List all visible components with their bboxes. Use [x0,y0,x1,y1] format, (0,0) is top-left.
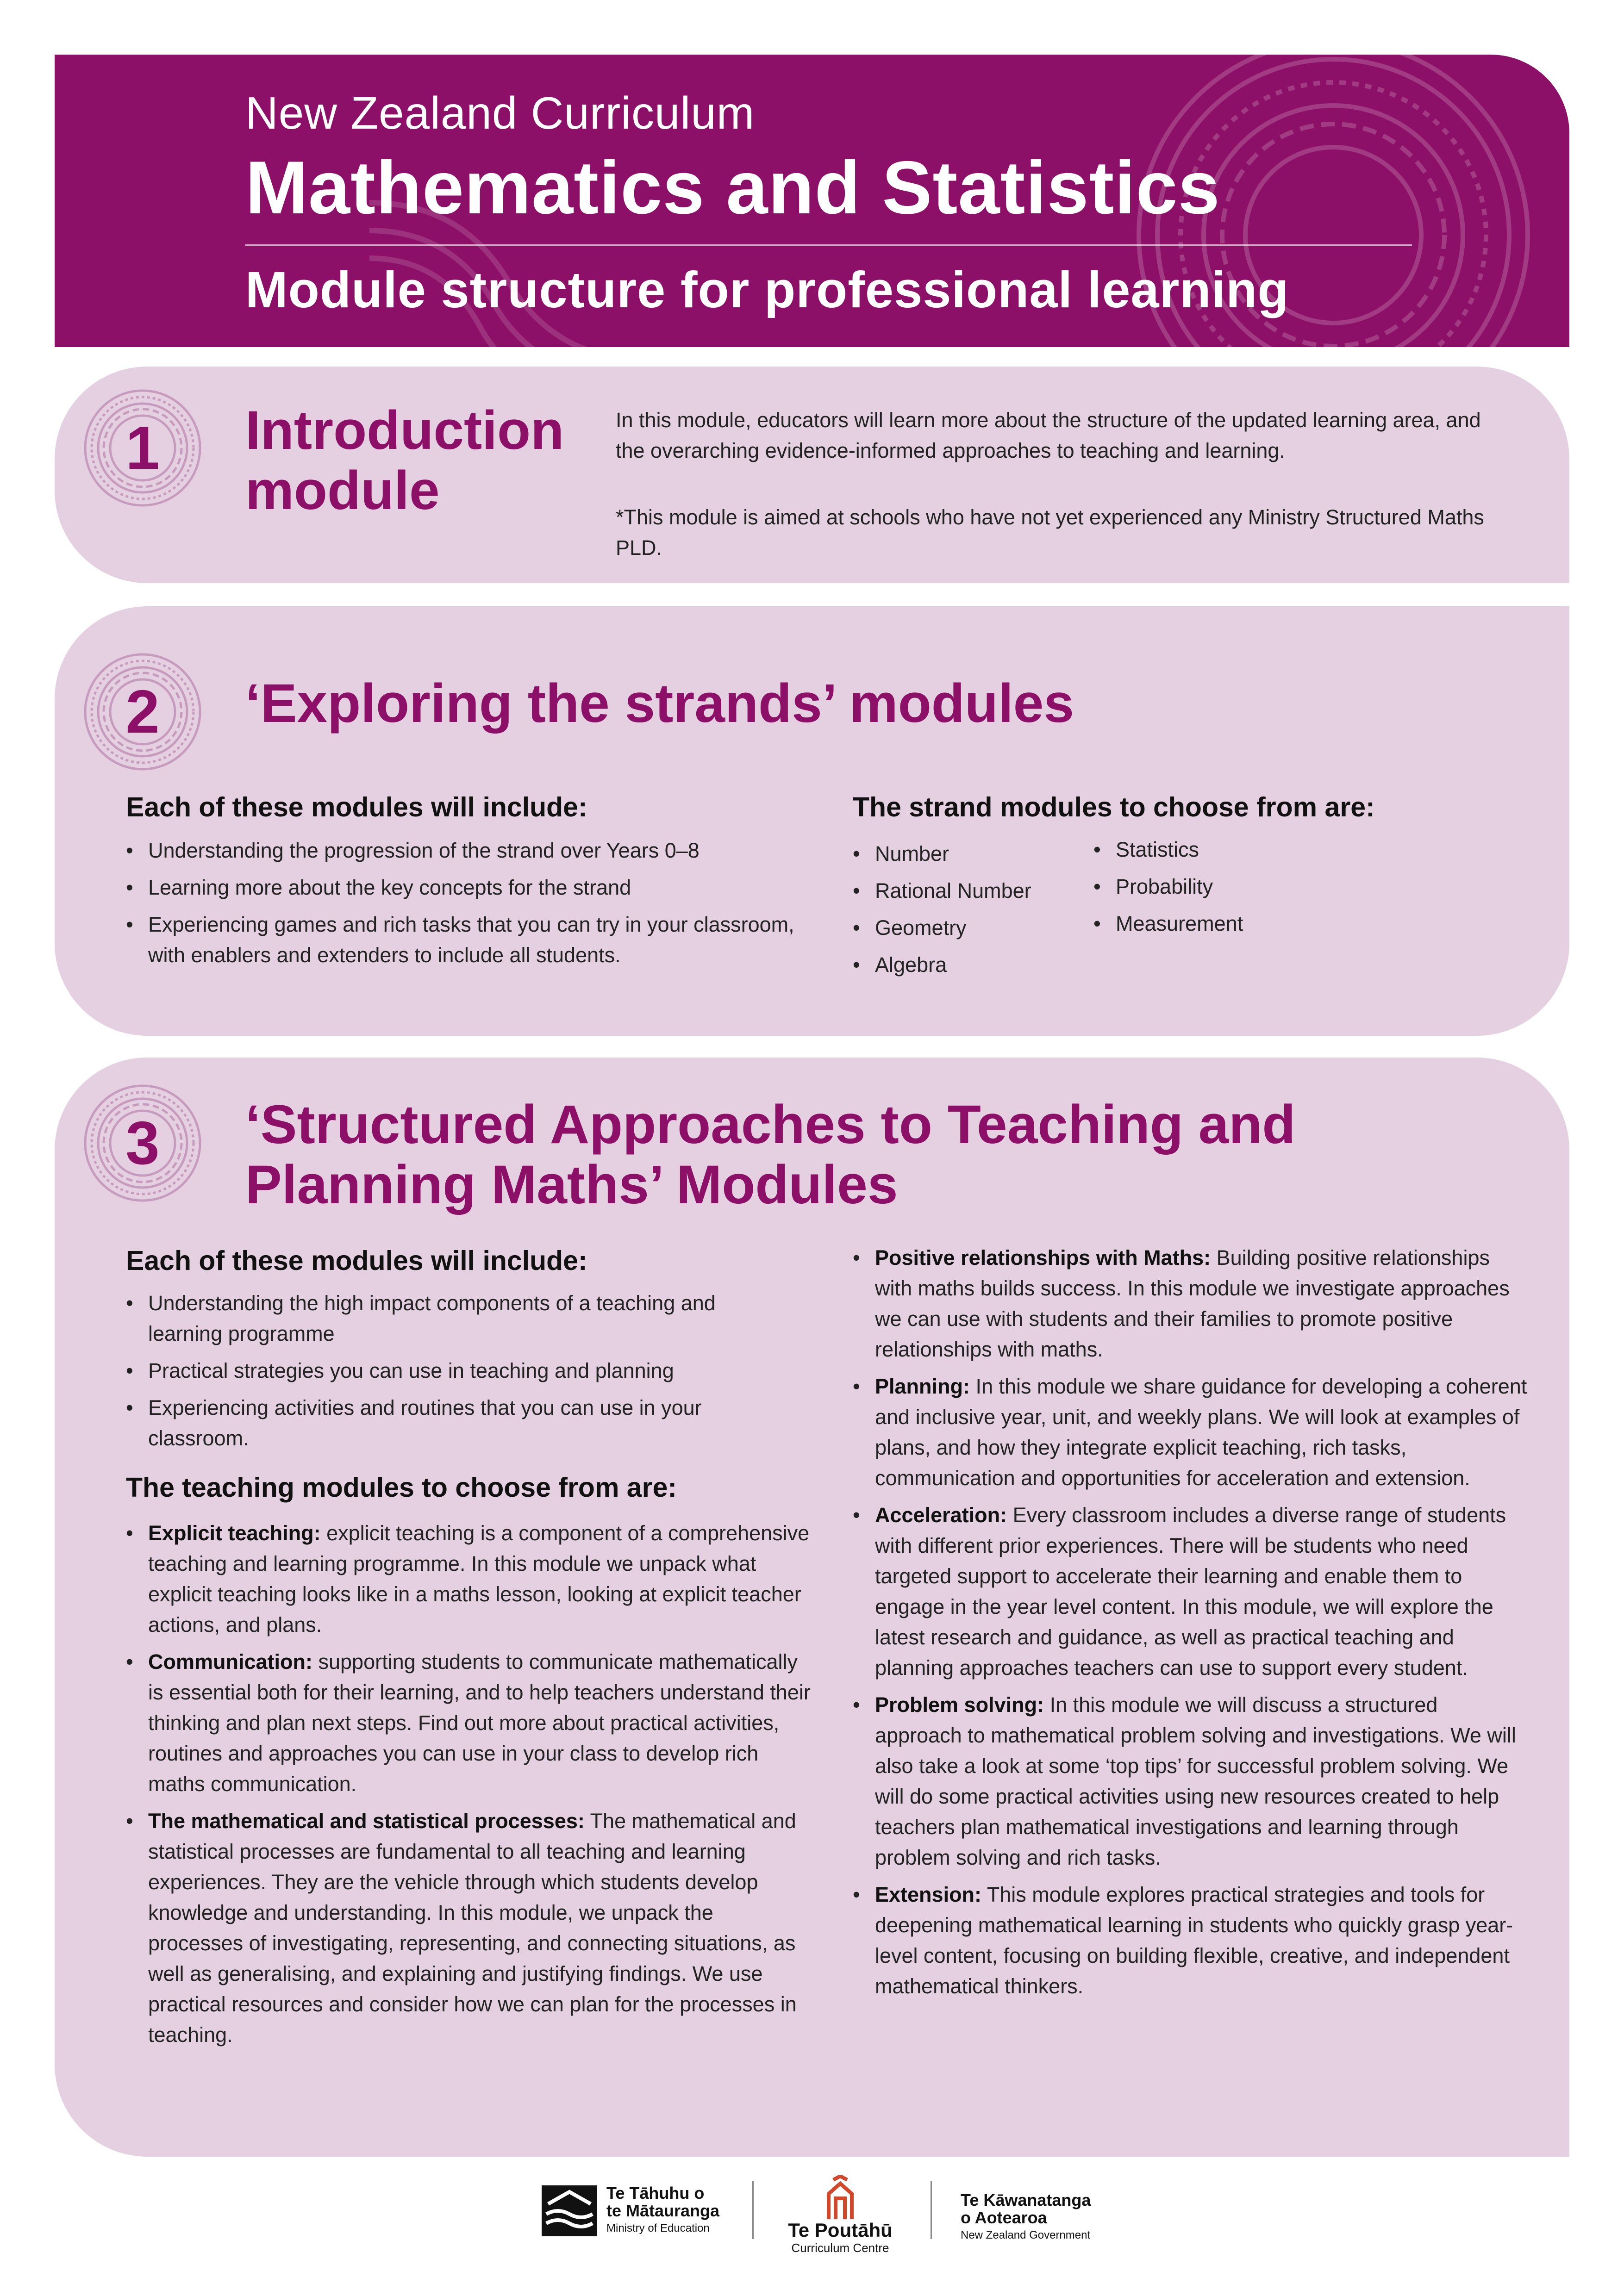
item-label: Explicit teaching: [148,1521,321,1545]
item-text: explicit teaching is a component of a comprehensive teaching and learning programme. In this module we unpack what explicit teaching looks like in a maths lesson, looking at explicit teacher actions, and plans. [148,1521,810,1636]
module-1-note: *This module is aimed at schools who have not yet experienced any Ministry Structured Maths PLD. [616,505,1484,560]
item-label: Extension: [875,1883,982,1906]
list-item: • Experiencing games and rich tasks that you can try in your classroom, with enablers and extenders to include all students. [126,909,802,971]
nz-government-logo [961,2191,1091,2244]
header-divider [245,244,1412,246]
poutahu-subtitle: Curriculum Centre [791,2241,889,2255]
list-item [126,1518,811,1640]
module-2-badge [82,652,203,772]
poutahu-emblem-icon [819,2175,861,2221]
module-3-title-line2: Planning Maths’ Modules [245,1154,898,1215]
module-1-badge [82,388,203,508]
strands-list-col2 [1093,834,1371,946]
ministry-name-line1: Te Tāhuhu o [606,2184,705,2203]
list-item: • Algebra [853,950,1093,980]
teaching-modules-list-right [853,1243,1529,2008]
ministry-waves-icon [542,2185,597,2236]
poutahu-logo [773,2175,907,2257]
teaching-modules-list-left [126,1518,811,2057]
item-text: This module explores practical strategies and tools for deepening mathematical learning in students who quickly grasp year-level content, focusing on building flexible, creative, and independent mathematical thinkers. [875,1883,1513,1998]
strands-list-col1 [853,839,1093,987]
curriculum-label: New Zealand Curriculum [245,87,755,138]
item-text: supporting students to communicate mathematically is essential both for their learning, and to help teachers understand their thinking and plan next steps. Find out more about practical activities, routines and approaches you can use in your class to develop rich maths communication. [148,1650,811,1796]
module-1-number: 1 [125,414,160,482]
list-item: • Understanding the progression of the strand over Years 0–8 [126,835,802,866]
module-2-include-heading: Each of these modules will include: [126,792,587,822]
list-item [126,1647,811,1799]
item-label: Positive relationships with Maths: [875,1246,1211,1269]
module-2-strands-heading: The strand modules to choose from are: [853,792,1375,822]
item-label: Acceleration: [875,1503,1007,1527]
item-label: Planning: [875,1375,970,1398]
list-item: • Probability [1093,871,1371,902]
module-3-number: 3 [125,1109,160,1177]
ministry-logo [542,2184,719,2237]
module-3-badge [82,1083,203,1203]
govt-name-english: New Zealand Government [961,2229,1091,2241]
item-text: Building positive relationships with maths builds success. In this module we investigate approaches we can use with students and their families to promote positive relationships with maths. [875,1246,1510,1361]
list-item: • Rational Number [853,876,1093,906]
module-3-include-list [126,1288,793,1460]
ministry-name-english: Ministry of Education [606,2222,710,2234]
module-2-include-list [126,835,802,977]
list-item: • Geometry [853,913,1093,943]
page-subtitle: Module structure for professional learning [245,261,1289,318]
header-banner [55,55,1569,347]
page-title: Mathematics and Statistics [245,146,1220,230]
item-label: Communication: [148,1650,312,1674]
ministry-name-line2: te Mātauranga [606,2201,720,2220]
list-item [126,1806,811,2050]
item-text: Every classroom includes a diverse range of students with different prior experiences. There will be students who need targeted support to accelerate their learning and enable them to engage in the year level content. In this module, we will explore the latest research and guidance, as well as practical teaching and planning approaches teachers can use to support every student. [875,1503,1506,1680]
poutahu-name: Te Poutāhū [788,2219,893,2241]
list-item [853,1243,1529,1365]
list-item: • Measurement [1093,908,1371,939]
module-3-title [245,1095,1296,1215]
item-text: In this module we share guidance for developing a coherent and inclusive year, unit, and weekly plans. We will look at examples of plans, and how they integrate explicit teaching, rich tasks, communication and opportunities for acceleration and extension. [875,1375,1527,1490]
list-item: • Practical strategies you can use in teaching and planning [126,1356,793,1386]
list-item [853,1500,1529,1683]
teaching-modules-heading: The teaching modules to choose from are: [126,1472,677,1503]
list-item [853,1879,1529,2002]
item-text: The mathematical and statistical processes are fundamental to all teaching and learning experiences. They are the vehicle through which students develop knowledge and understanding. In this module, we unpack the processes of investigating, representing, and connecting situations, as well as generalising, and explaining and justifying findings. We use practical resources and consider how we can plan for the processes in teaching. [148,1809,797,2047]
module-1-description: In this module, educators will learn more about the structure of the updated learning area, and the overarching evidence-informed approaches to teaching and learning. [616,408,1481,462]
list-item [853,1371,1529,1493]
module-2-number: 2 [125,678,160,746]
list-item: • Statistics [1093,834,1371,865]
module-1-title-line2: module [245,460,440,521]
list-item [853,1690,1529,1873]
list-item: • Experiencing activities and routines that you can use in your classroom. [126,1393,793,1454]
footer-divider [752,2181,754,2239]
item-label: The mathematical and statistical processes: [148,1809,585,1833]
govt-name-line1: Te Kāwanatanga [961,2190,1091,2209]
list-item: • Learning more about the key concepts for the strand [126,872,802,903]
list-item: • Understanding the high impact components of a teaching and learning programme [126,1288,793,1349]
item-label: Problem solving: [875,1693,1044,1717]
module-3-title-line1: ‘Structured Approaches to Teaching and [245,1094,1296,1155]
govt-name-line2: o Aotearoa [961,2208,1047,2227]
module-3-include-heading: Each of these modules will include: [126,1245,587,1276]
footer-divider [931,2181,932,2239]
module-1-title [245,400,564,521]
list-item: • Number [853,839,1093,869]
module-2-title: ‘Exploring the strands’ modules [245,673,1074,734]
module-1-title-line1: Introduction [245,400,564,461]
item-text: In this module we will discuss a structured approach to mathematical problem solving and investigations. We will also take a look at some ‘top tips’ for successful problem solving. We will do some practical activities using new resources created to help teachers plan mathematical investigations and learning through problem solving and rich tasks. [875,1693,1516,1869]
